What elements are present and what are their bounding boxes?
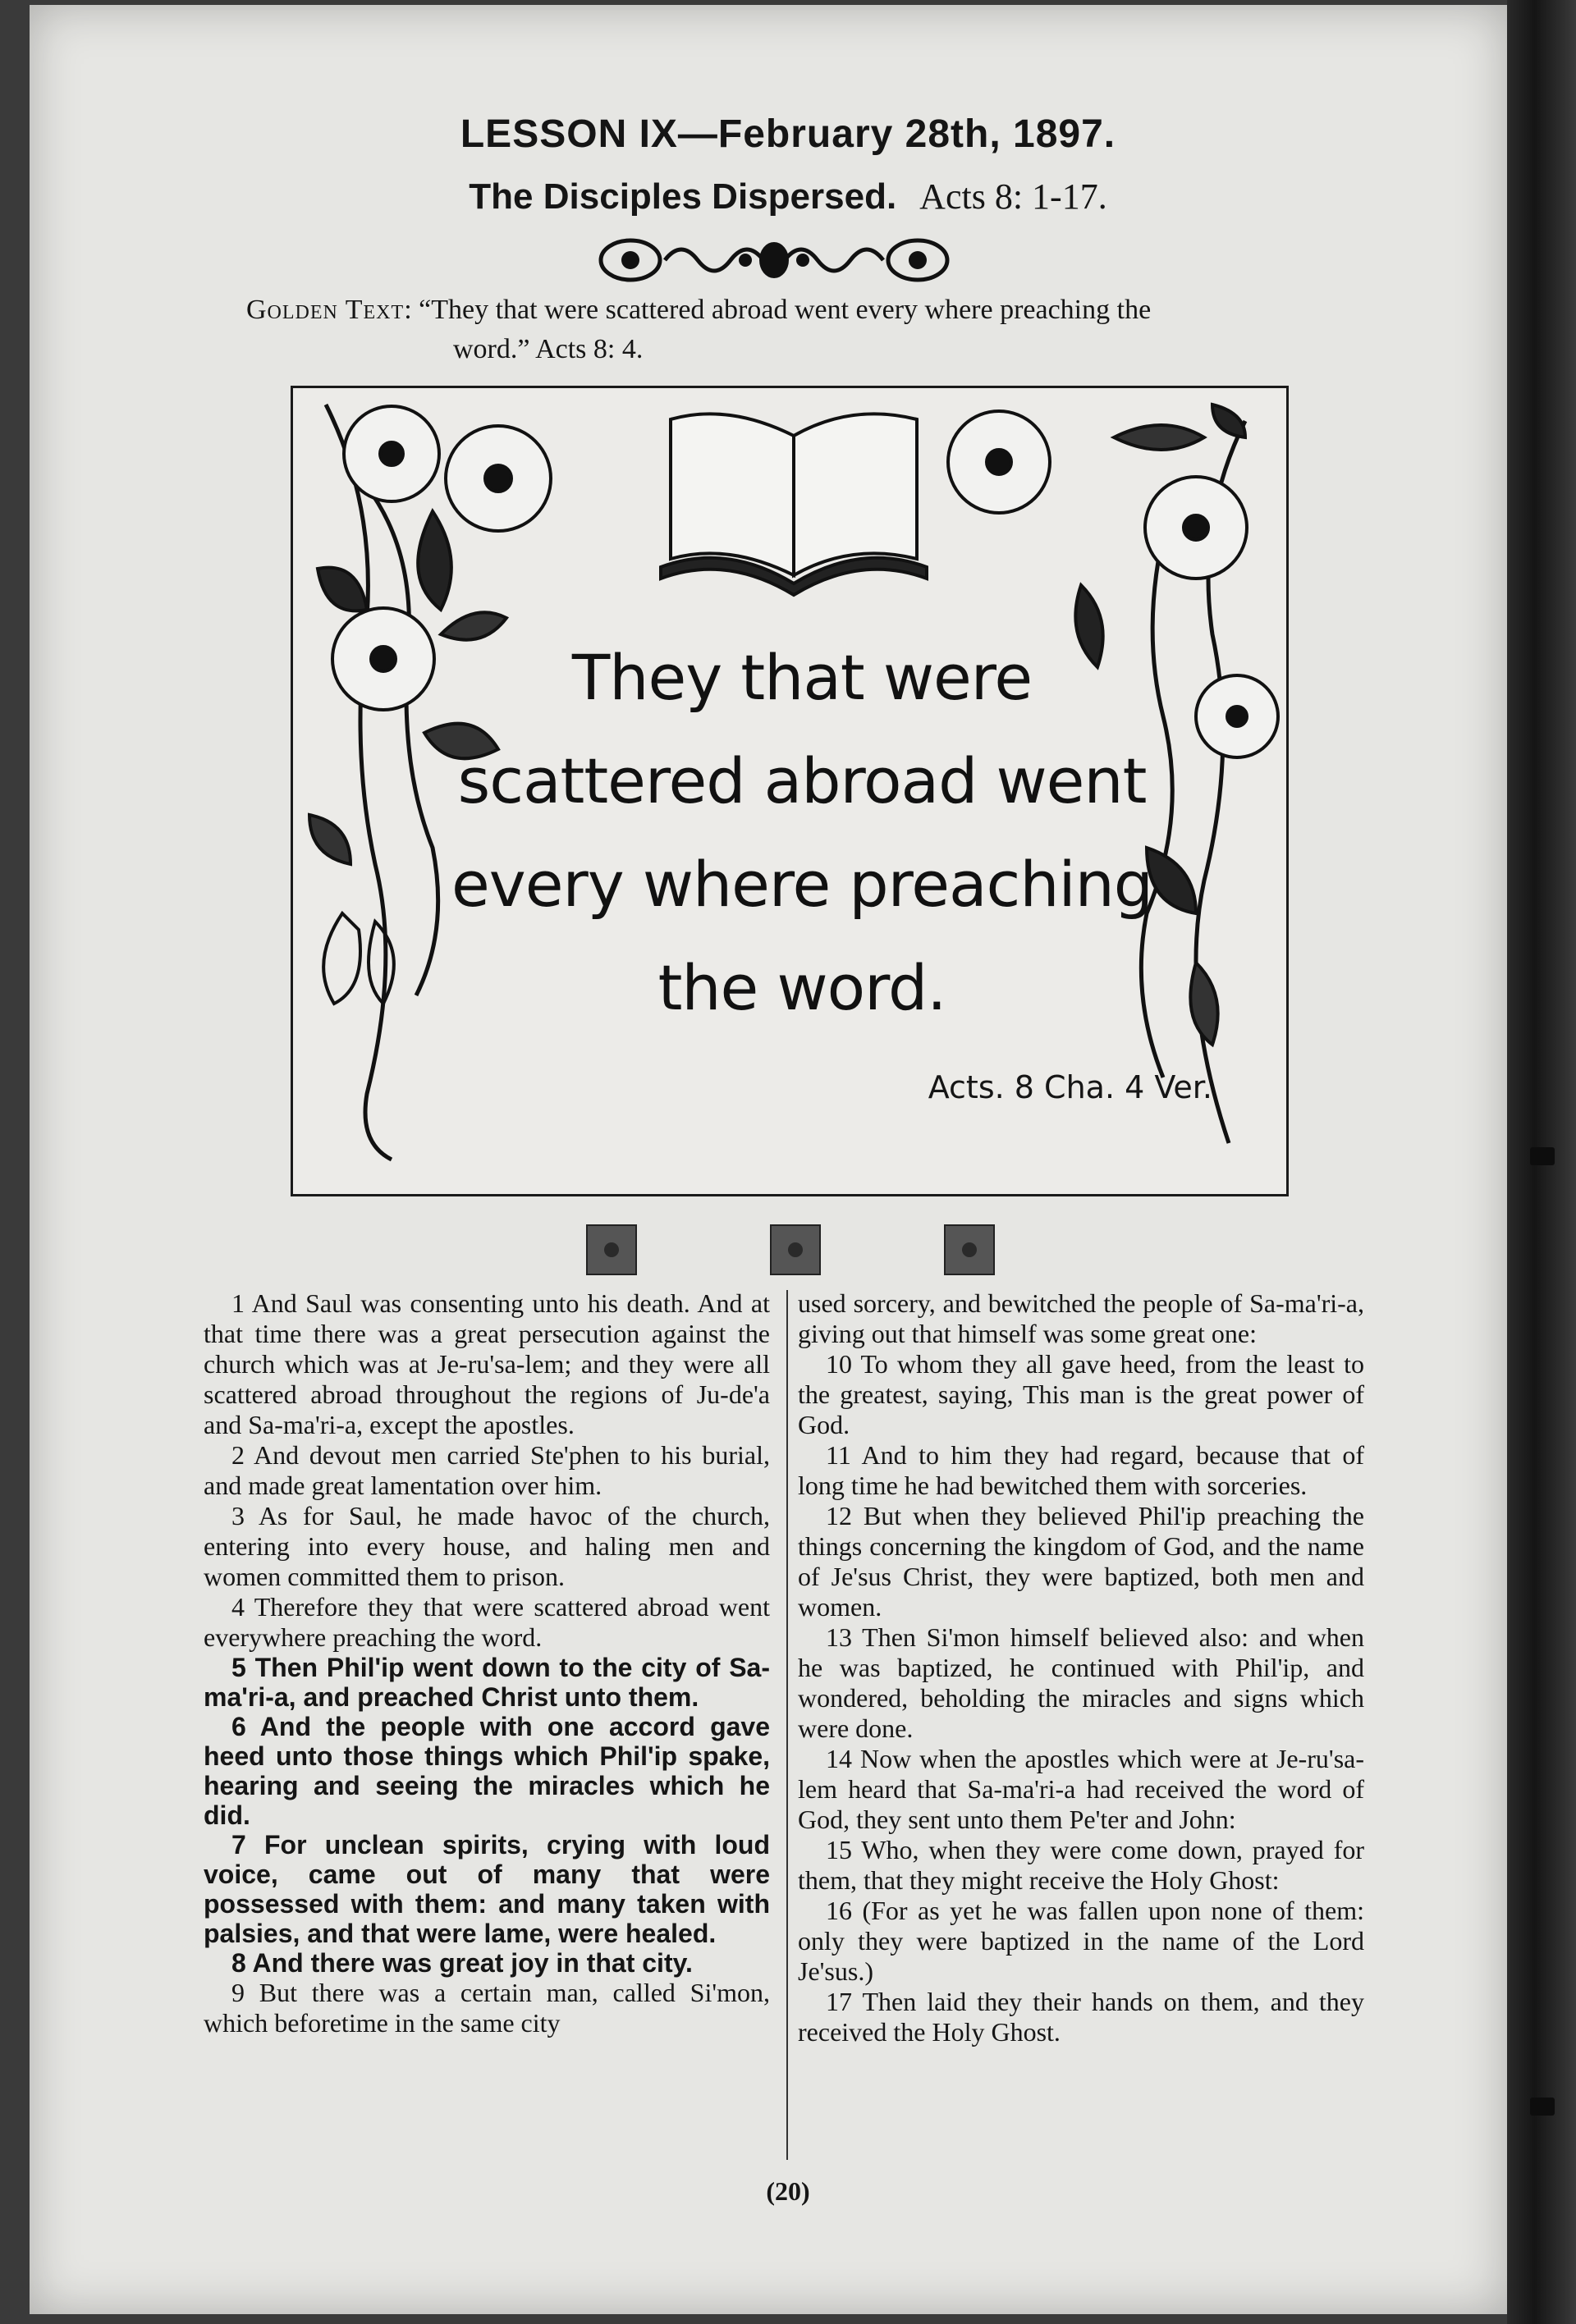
illustration-plate xyxy=(291,386,1289,1196)
verse: 16 (For as yet he was fallen upon none of them: only they were baptized in the name of the Lord Je'sus.) xyxy=(798,1896,1364,1986)
illustration-line: the word. xyxy=(657,951,946,1024)
illustration-line: scattered abroad went xyxy=(457,744,1147,817)
golden-text xyxy=(246,290,1338,369)
spine-rivet xyxy=(1530,2098,1555,2116)
square-ornament-icon xyxy=(586,1224,637,1275)
scripture-column-right xyxy=(798,1288,1364,2047)
verse: 3 As for Saul, he made havoc of the church, entering into every house, and haling men and women committed them to prison. xyxy=(204,1501,770,1591)
illustration-line: every where preaching xyxy=(451,848,1153,921)
lesson-title xyxy=(0,176,1576,217)
verse: 2 And devout men carried Ste'phen to his burial, and made great lamentation over him. xyxy=(204,1440,770,1500)
verse: 14 Now when the apostles which were at Je-ru'sa-lem heard that Sa-ma'ri-a had received the word of God, they sent unto them Pe'ter and John: xyxy=(798,1744,1364,1834)
verse: 1 And Saul was consenting unto his death. And at that time there was a great persecution against the church which was at Je-ru'sa-lem; and they were all scattered abroad throughout the regions of Ju-de'a and Sa-ma'ri-a, except the apostles. xyxy=(204,1288,770,1439)
square-ornament-icon xyxy=(944,1224,995,1275)
column-divider xyxy=(786,1290,788,2160)
verse: 4 Therefore they that were scattered abroad went everywhere preaching the word. xyxy=(204,1592,770,1652)
illustration-line: They that were xyxy=(571,641,1033,714)
verse: 9 But there was a certain man, called Si'mon, which beforetime in the same city xyxy=(204,1978,770,2038)
open-book-icon xyxy=(661,414,927,595)
page-number: (20) xyxy=(766,2176,810,2206)
golden-text-line2: word.” Acts 8: 4. xyxy=(453,334,644,364)
golden-text-line1: : “They that were scattered abroad went every where preaching the xyxy=(404,295,1152,325)
lesson-reference: Acts 8: 1-17. xyxy=(919,176,1107,217)
square-ornament-icon xyxy=(770,1224,821,1275)
lesson-heading: LESSON IX—February 28th, 1897. xyxy=(460,112,1116,156)
verse: 6 And the people with one accord gave heed unto those things which Phil'ip spake, hearing and seeing the miracles which he did. xyxy=(204,1712,770,1830)
verse: 17 Then laid they their hands on them, and they received the Holy Ghost. xyxy=(798,1987,1364,2047)
verse: used sorcery, and bewitched the people of Sa-ma'ri-a, giving out that himself was some great one: xyxy=(798,1288,1364,1348)
illustration-reference: Acts. 8 Cha. 4 Ver. xyxy=(928,1069,1212,1105)
verse: 12 But when they believed Phil'ip preaching the things concerning the kingdom of God, and the name of Je'sus Christ, they were baptized, both men and women. xyxy=(798,1501,1364,1622)
verse: 8 And there was great joy in that city. xyxy=(231,1948,693,1978)
verse: 11 And to him they had regard, because that of long time he had bewitched them with sorceries. xyxy=(798,1440,1364,1500)
verse: 15 Who, when they were come down, prayed for them, that they might receive the Holy Ghost: xyxy=(798,1835,1364,1895)
verse: 7 For unclean spirits, crying with loud voice, came out of many that were possessed with them: and many taken with palsies, and that were lame, were healed. xyxy=(204,1830,770,1948)
spine-rivet xyxy=(1530,1147,1555,1165)
verse: 10 To whom they all gave heed, from the least to the greatest, saying, This man is the great power of God. xyxy=(798,1349,1364,1439)
lesson-title-text: The Disciples Dispersed. xyxy=(469,176,897,217)
verse: 5 Then Phil'ip went down to the city of Sa-ma'ri-a, and preached Christ unto them. xyxy=(204,1653,770,1712)
book-spine xyxy=(1507,0,1576,2324)
left-vine-icon xyxy=(323,405,438,1160)
ornament-divider-icon xyxy=(598,236,951,284)
scripture-column-left xyxy=(204,1288,770,2038)
illustration-verse xyxy=(441,626,1163,1040)
verse: 13 Then Si'mon himself believed also: and when he was baptized, he continued with Phil'ip, and wondered, beholding the miracles and signs which were done. xyxy=(798,1622,1364,1743)
golden-text-label: Golden Text xyxy=(246,295,405,325)
